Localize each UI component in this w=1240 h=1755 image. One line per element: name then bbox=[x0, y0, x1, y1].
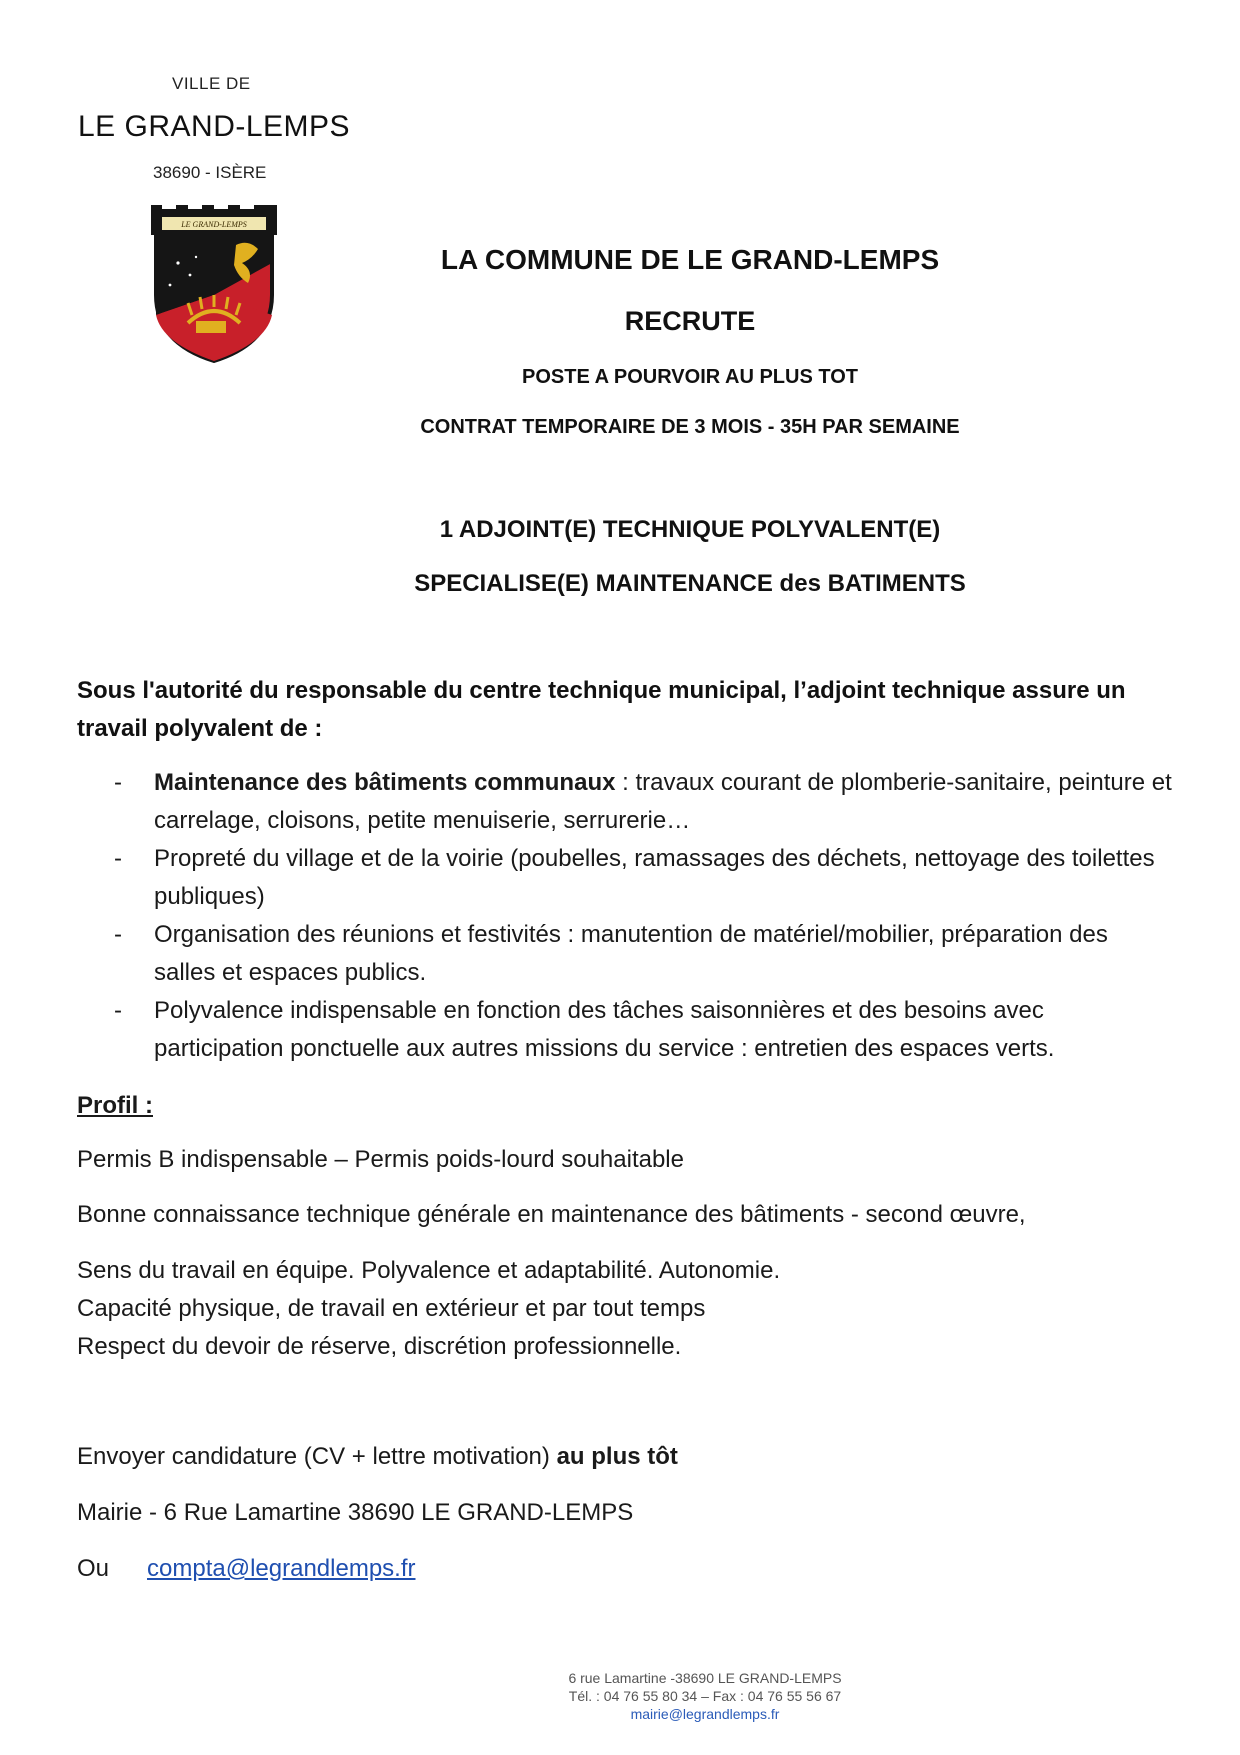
task-item-bold: Maintenance des bâtiments communaux bbox=[154, 769, 616, 796]
bullet-dash: - bbox=[114, 845, 122, 872]
town-postcode-region: 38690 - ISÈRE bbox=[153, 163, 267, 182]
job-title-line2: SPECIALISE(E) MAINTENANCE des BATIMENTS bbox=[414, 570, 966, 597]
footer-email[interactable]: mairie@legrandlemps.fr bbox=[630, 1706, 780, 1722]
profile-line: Permis B indispensable – Permis poids-lourd souhaitable bbox=[77, 1146, 684, 1173]
task-item bbox=[104, 764, 1174, 840]
task-item-text: Organisation des réunions et festivités : manutention de matériel/mobilier, préparation des salles et espaces publics. bbox=[154, 921, 1108, 986]
or-label: Ou bbox=[77, 1555, 110, 1582]
bullet-dash: - bbox=[114, 769, 122, 796]
profile-heading: Profil : bbox=[77, 1092, 153, 1119]
crest-banner: LE GRAND-LEMPS bbox=[181, 220, 247, 229]
application-text: Envoyer candidature (CV + lettre motivation) bbox=[77, 1443, 557, 1470]
footer-address: 6 rue Lamartine -38690 LE GRAND-LEMPS bbox=[568, 1670, 842, 1686]
email-line bbox=[77, 1555, 416, 1583]
contract-details: CONTRAT TEMPORAIRE DE 3 MOIS - 35H PAR SEMAINE bbox=[420, 416, 960, 438]
application-instruction bbox=[77, 1443, 678, 1471]
task-item bbox=[104, 992, 1174, 1068]
application-deadline: au plus tôt bbox=[556, 1443, 678, 1470]
profile-line: Capacité physique, de travail en extérieur et par tout temps bbox=[77, 1295, 706, 1322]
task-item-text: : travaux courant de plomberie-sanitaire, peinture et carrelage, cloisons, petite menuiserie, serrurerie… bbox=[154, 769, 1172, 834]
profile-line: Sens du travail en équipe. Polyvalence et adaptabilité. Autonomie. bbox=[77, 1257, 781, 1284]
task-item bbox=[104, 840, 1174, 916]
application-email-link[interactable]: compta@legrandlemps.fr bbox=[147, 1555, 416, 1582]
task-item-text: Propreté du village et de la voirie (poubelles, ramassages des déchets, nettoyage des toilettes publiques) bbox=[154, 845, 1155, 910]
job-title-line1: 1 ADJOINT(E) TECHNIQUE POLYVALENT(E) bbox=[439, 516, 941, 543]
town-crest-logo bbox=[148, 203, 280, 363]
mailing-address: Mairie - 6 Rue Lamartine 38690 LE GRAND-LEMPS bbox=[77, 1499, 634, 1526]
task-list bbox=[104, 764, 1174, 1068]
profile-line: Bonne connaissance technique générale en maintenance des bâtiments - second œuvre, bbox=[77, 1201, 1026, 1228]
profile-line: Respect du devoir de réserve, discrétion professionnelle. bbox=[77, 1333, 682, 1360]
task-item-text: Polyvalence indispensable en fonction des tâches saisonnières et des besoins avec participation ponctuelle aux autres missions du service : entretien des espaces verts. bbox=[154, 997, 1055, 1062]
footer-phone-fax: Tél. : 04 76 55 80 34 – Fax : 04 76 55 56 67 bbox=[568, 1688, 842, 1704]
bullet-dash: - bbox=[114, 921, 122, 948]
position-availability: POSTE A POURVOIR AU PLUS TOT bbox=[522, 366, 858, 388]
announcement-title: LA COMMUNE DE LE GRAND-LEMPS bbox=[440, 244, 940, 275]
bullet-dash: - bbox=[114, 997, 122, 1024]
recruit-heading: RECRUTE bbox=[624, 306, 756, 336]
intro-paragraph: Sous l'autorité du responsable du centre technique municipal, l’adjoint technique assure un travail polyvalent de : bbox=[77, 677, 1126, 742]
task-item bbox=[104, 916, 1174, 992]
town-name: LE GRAND-LEMPS bbox=[78, 110, 351, 143]
town-prefix: VILLE DE bbox=[172, 74, 251, 93]
